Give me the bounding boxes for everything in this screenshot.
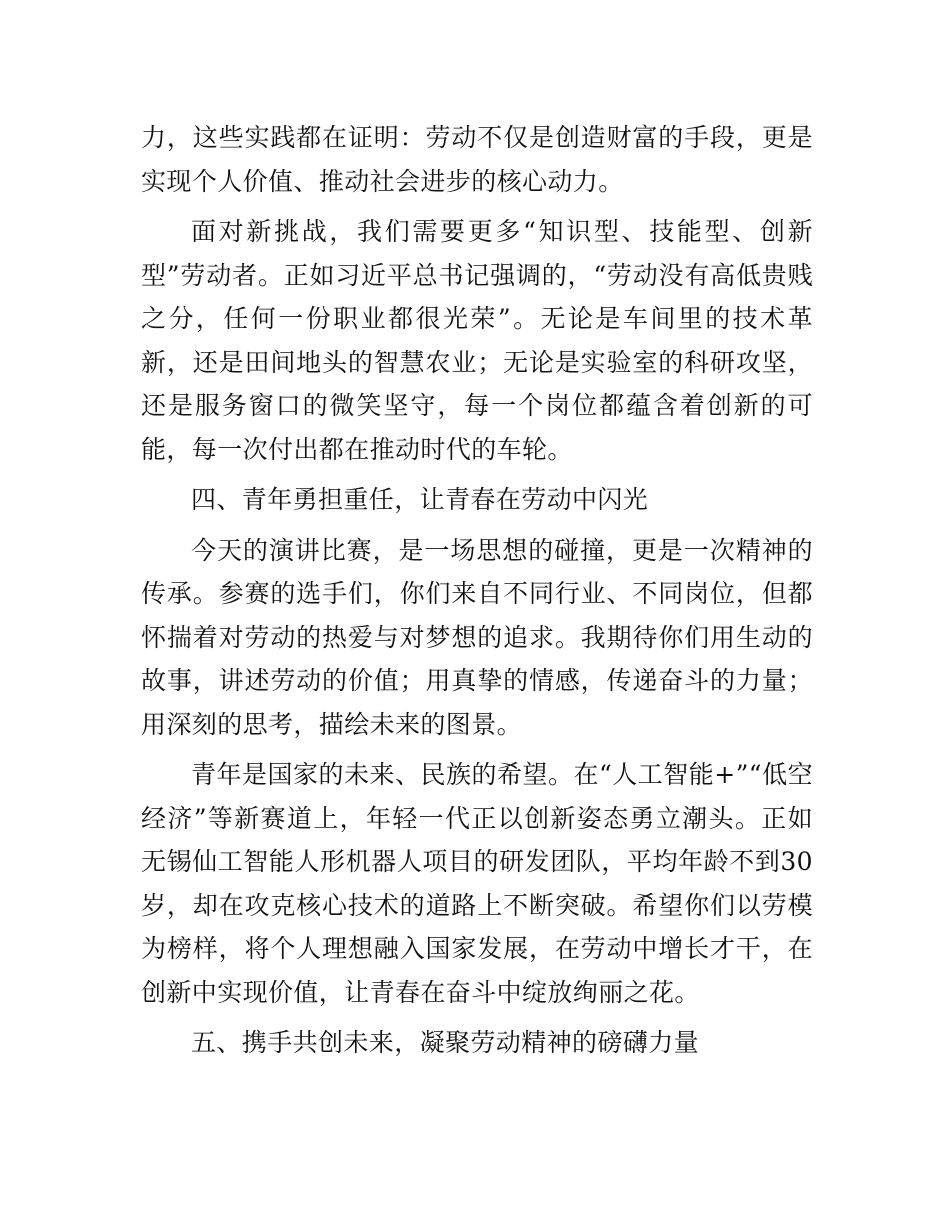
body-paragraph: 面对新挑战，我们需要更多“知识型、技能型、创新型”劳动者。正如习近平总书记强调的，“劳动没有高低贵贱之分，任何一份职业都很光荣”。无论是车间里的技术革新，还是田间地头的智慧农业；无论是实验室的科研攻坚，还是服务窗口的微笑坚守，每一个岗位都蕴含着创新的可能，每一次付出都在推动时代的车轮。	[141, 217, 813, 464]
section-heading: 四、青年勇担重任，让青春在劳动中闪光	[191, 485, 649, 514]
continued-paragraph: 力，这些实践都在证明：劳动不仅是创造财富的手段，更是实现个人价值、推动社会进步的核心动力。	[141, 123, 813, 196]
body-paragraph: 今天的演讲比赛，是一场思想的碰撞，更是一次精神的传承。参赛的选手们，你们来自不同行业、不同岗位，但都怀揣着对劳动的热爱与对梦想的追求。我期待你们用生动的故事，讲述劳动的价值；用真挚的情感，传递奋斗的力量；用深刻的思考，描绘未来的图景。	[141, 535, 813, 739]
document-body	[141, 116, 813, 1072]
section-heading: 五、携手共创未来，凝聚劳动精神的磅礴力量	[191, 1028, 700, 1057]
body-paragraph: 青年是国家的未来、民族的希望。在“人工智能+”“低空经济”等新赛道上，年轻一代正以创新姿态勇立潮头。正如无锡仙工智能人形机器人项目的研发团队，平均年龄不到30岁，却在攻克核心技术的道路上不断突破。希望你们以劳模为榜样，将个人理想融入国家发展，在劳动中增长才干，在创新中实现价值，让青春在奋斗中绽放绚丽之花。	[141, 760, 813, 1007]
